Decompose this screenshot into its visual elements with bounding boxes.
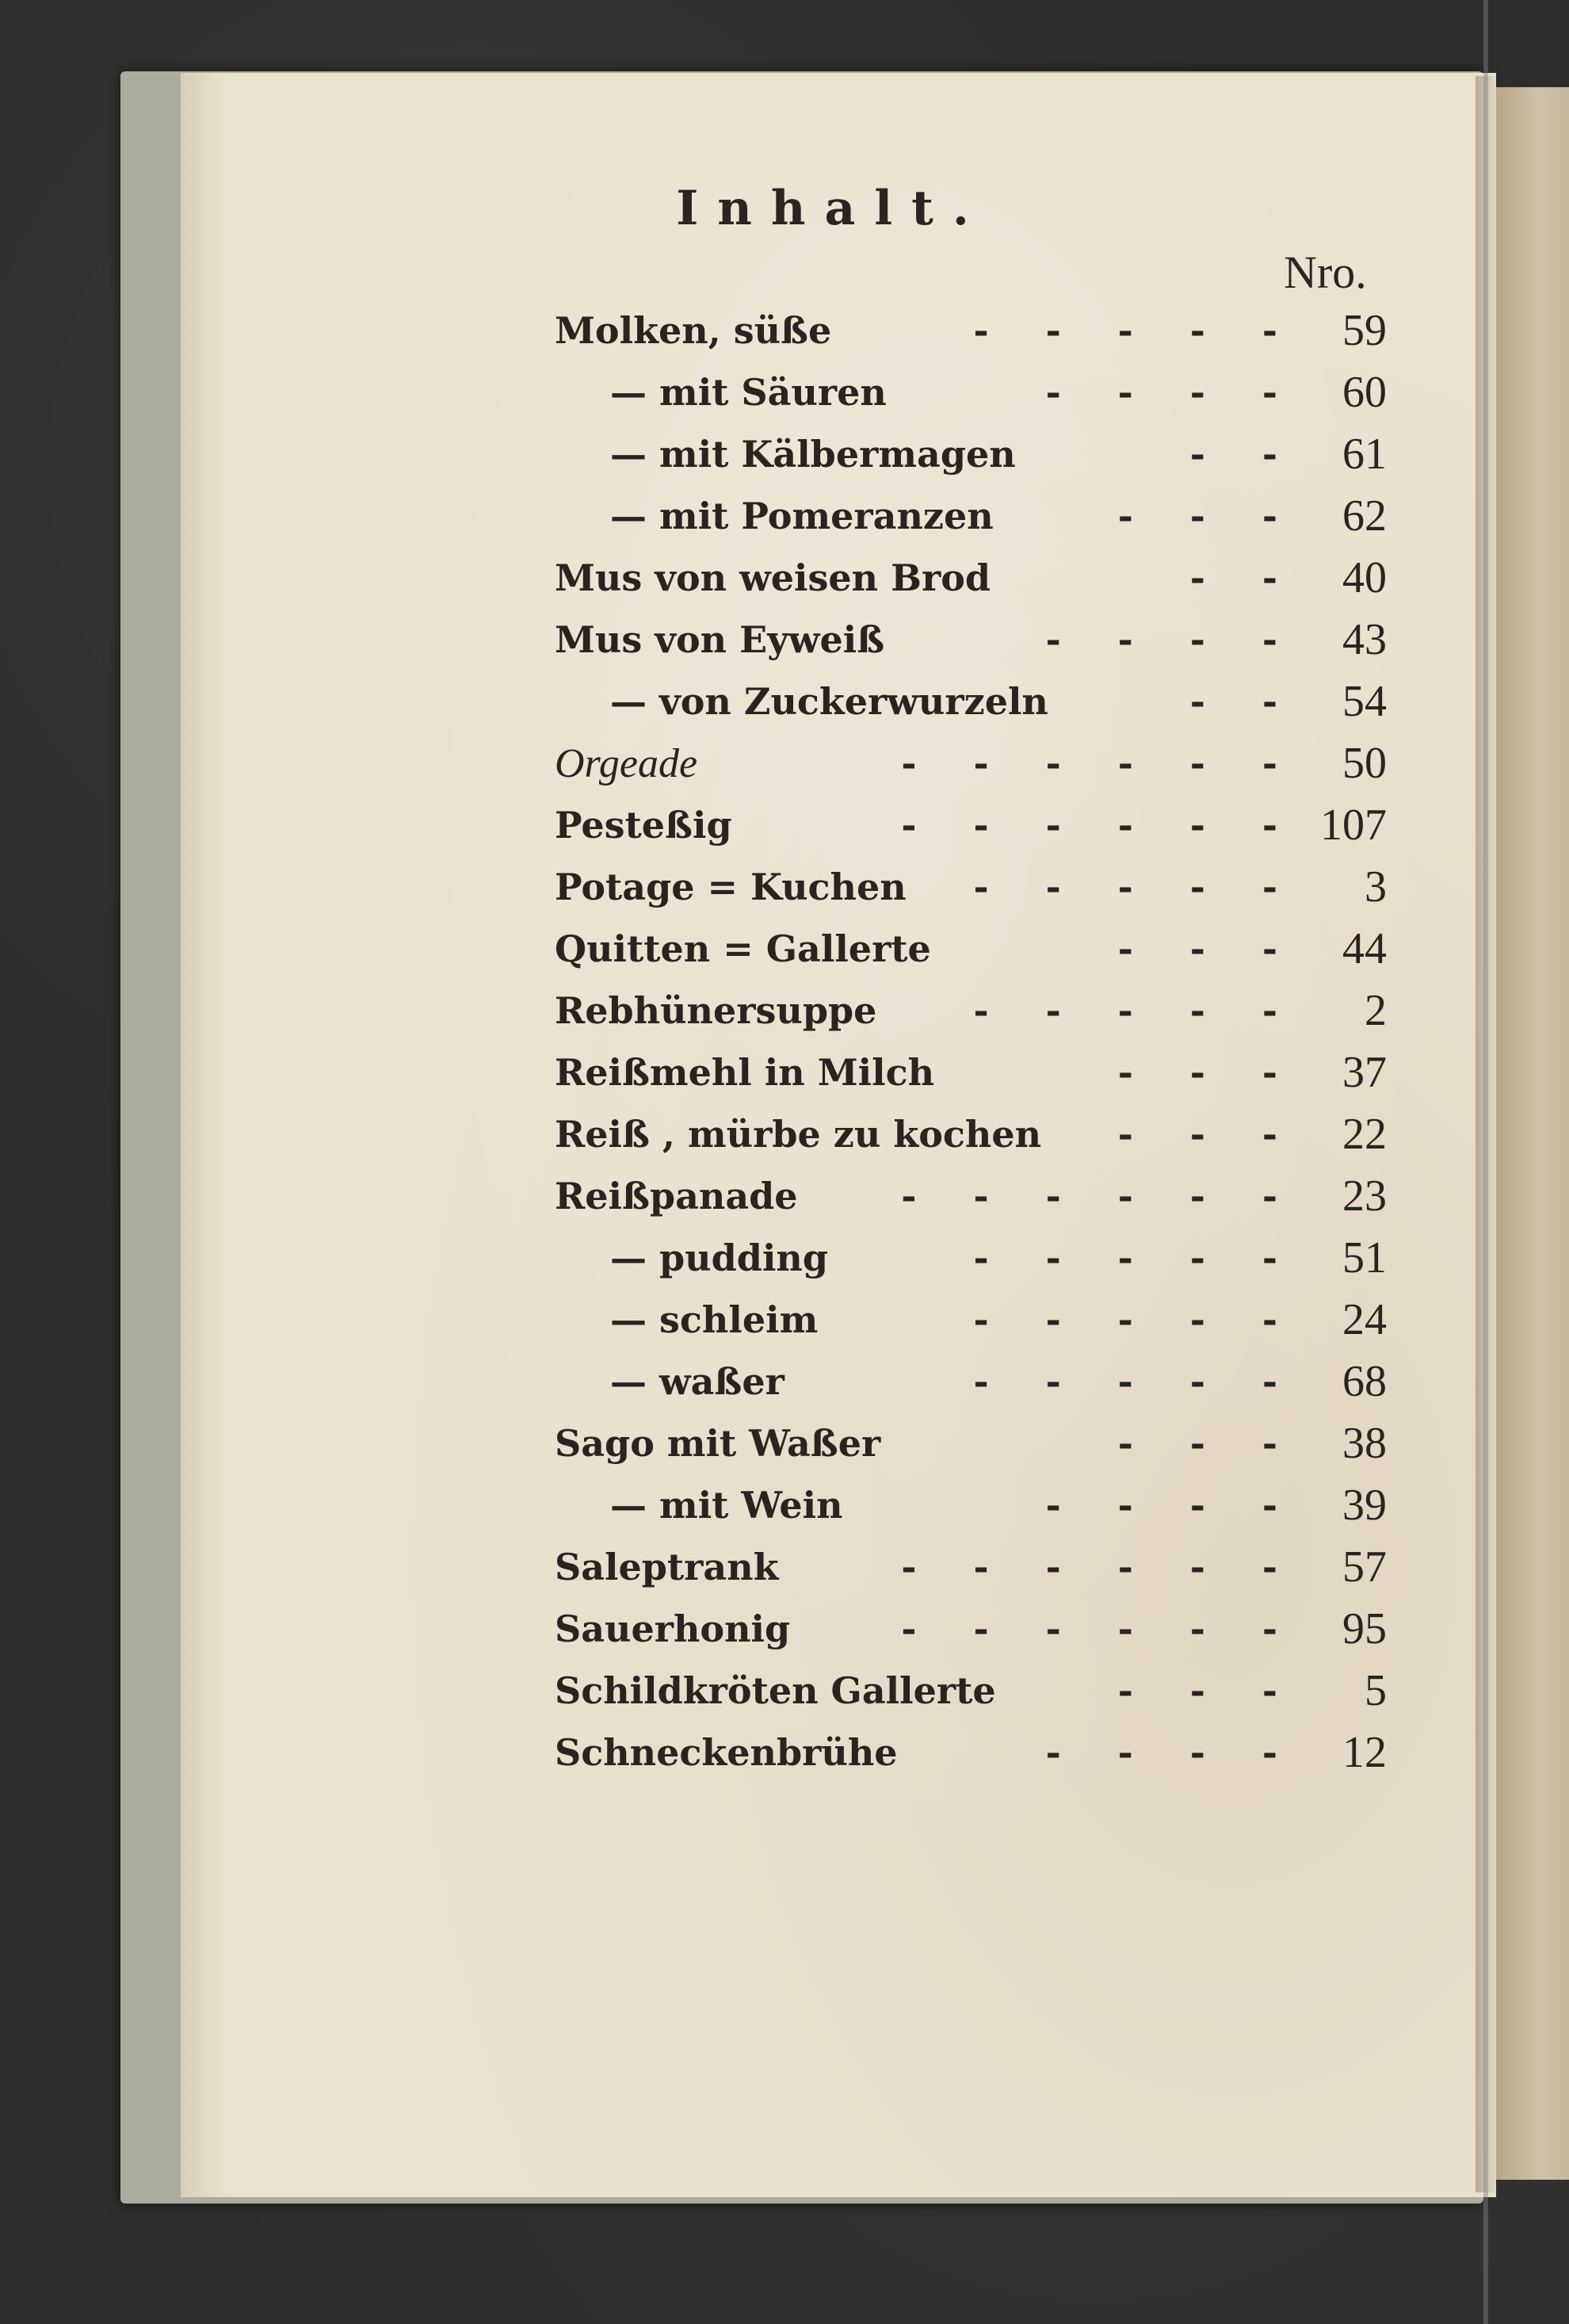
index-entry [555,361,1387,423]
number-column-header: Nro. [1284,247,1367,298]
entry-label: Reißmehl in Milch [555,1051,935,1094]
entry-leader: - - - - - [973,866,1300,908]
entry-label: Orgeade [555,740,698,786]
entry-label: Sauerhonig [555,1607,791,1650]
index-entry [555,1598,1387,1660]
entry-leader: - - - - - - [901,804,1300,847]
entry-leader: - - - - [1045,618,1300,661]
entry-leader: - - - - - - [901,1175,1300,1217]
index-list [555,300,1387,1783]
entry-leader: - - - - - [973,1237,1300,1279]
index-entry [555,980,1387,1042]
entry-label: Schneckenbrühe [555,1731,898,1774]
index-entry [555,300,1387,361]
entry-label: — mit Pomeranzen [610,495,994,537]
entry-leader: - - - - - [973,309,1300,352]
entry-number: 24 [1342,1295,1387,1344]
entry-leader: - - - [1117,927,1300,970]
index-entry [555,423,1387,485]
index-entry [555,1227,1387,1289]
entry-label: Rebhünersuppe [555,989,877,1032]
entry-label: Reißpanade [555,1175,798,1217]
entry-leader: - - - [1117,1422,1300,1465]
index-entry [555,732,1387,794]
entry-label: — schleim [610,1298,819,1341]
index-entry [555,794,1387,856]
entry-number: 44 [1342,924,1387,973]
index-entry [555,918,1387,980]
entry-number: 22 [1342,1110,1387,1159]
entry-leader: - - [1189,556,1300,599]
entry-label: — mit Säuren [610,371,887,414]
glass-plate-edge [1483,0,1488,2324]
entry-leader: - - - - [1045,371,1300,414]
index-entry [555,547,1387,609]
entry-number: 37 [1342,1048,1387,1097]
index-entry [555,1103,1387,1165]
entry-label: Sago mit Waßer [555,1422,881,1465]
index-entry [555,485,1387,547]
facing-page-edge [1496,87,1569,2180]
index-entry [555,1660,1387,1722]
entry-number: 23 [1342,1172,1387,1221]
entry-label: Molken, süße [555,309,832,352]
index-entry [555,1412,1387,1474]
entry-label: Schildkröten Gallerte [555,1669,996,1712]
entry-label: — mit Wein [610,1484,843,1527]
entry-number: 38 [1342,1419,1387,1468]
entry-number: 3 [1365,862,1387,912]
page-title: Inhalt. [676,181,988,236]
entry-label: Mus von weisen Brod [555,556,991,599]
entry-number: 50 [1342,739,1387,788]
entry-number: 61 [1342,430,1387,479]
entry-number: 68 [1342,1357,1387,1406]
entry-number: 51 [1342,1233,1387,1282]
entry-leader: - - - - - - [901,742,1300,785]
entry-leader: - - - [1117,1051,1300,1094]
index-entry [555,1351,1387,1412]
entry-leader: - - - - - [973,989,1300,1032]
entry-label: Pesteßig [555,804,732,847]
entry-number: 107 [1320,801,1387,850]
entry-number: 39 [1342,1481,1387,1530]
entry-label: Saleptrank [555,1546,779,1588]
entry-number: 60 [1342,368,1387,417]
entry-leader: - - - [1117,1113,1300,1156]
entry-number: 57 [1342,1542,1387,1592]
index-entry [555,1289,1387,1351]
index-entry [555,856,1387,918]
index-entry [555,1722,1387,1783]
entry-leader: - - - - [1045,1731,1300,1774]
index-entry [555,609,1387,671]
entry-number: 59 [1342,306,1387,355]
index-entry [555,1042,1387,1103]
entry-number: 5 [1365,1666,1387,1715]
entry-leader: - - - - - - [901,1607,1300,1650]
entry-label: Reiß , mürbe zu kochen [555,1113,1042,1156]
entry-number: 54 [1342,677,1387,726]
entry-number: 62 [1342,491,1387,541]
entry-label: — von Zuckerwurzeln [610,680,1048,723]
index-entry [555,1536,1387,1598]
entry-number: 95 [1342,1604,1387,1653]
index-entry [555,1474,1387,1536]
entry-label: Mus von Eyweiß [555,618,885,661]
entry-leader: - - [1189,680,1300,723]
entry-label: Quitten = Gallerte [555,927,931,970]
entry-label: Potage = Kuchen [555,866,907,908]
entry-label: — mit Kälbermagen [610,433,1016,476]
entry-label: — waßer [610,1360,784,1403]
entry-number: 12 [1342,1728,1387,1777]
index-entry [555,1165,1387,1227]
entry-leader: - - [1189,433,1300,476]
entry-number: 43 [1342,615,1387,664]
entry-leader: - - - [1117,1669,1300,1712]
entry-leader: - - - - - [973,1360,1300,1403]
entry-number: 40 [1342,553,1387,602]
index-entry [555,671,1387,732]
entry-number: 2 [1365,986,1387,1035]
entry-leader: - - - [1117,495,1300,537]
entry-leader: - - - - - [973,1298,1300,1341]
entry-leader: - - - - - - [901,1546,1300,1588]
entry-leader: - - - - [1045,1484,1300,1527]
entry-label: — pudding [610,1237,829,1279]
